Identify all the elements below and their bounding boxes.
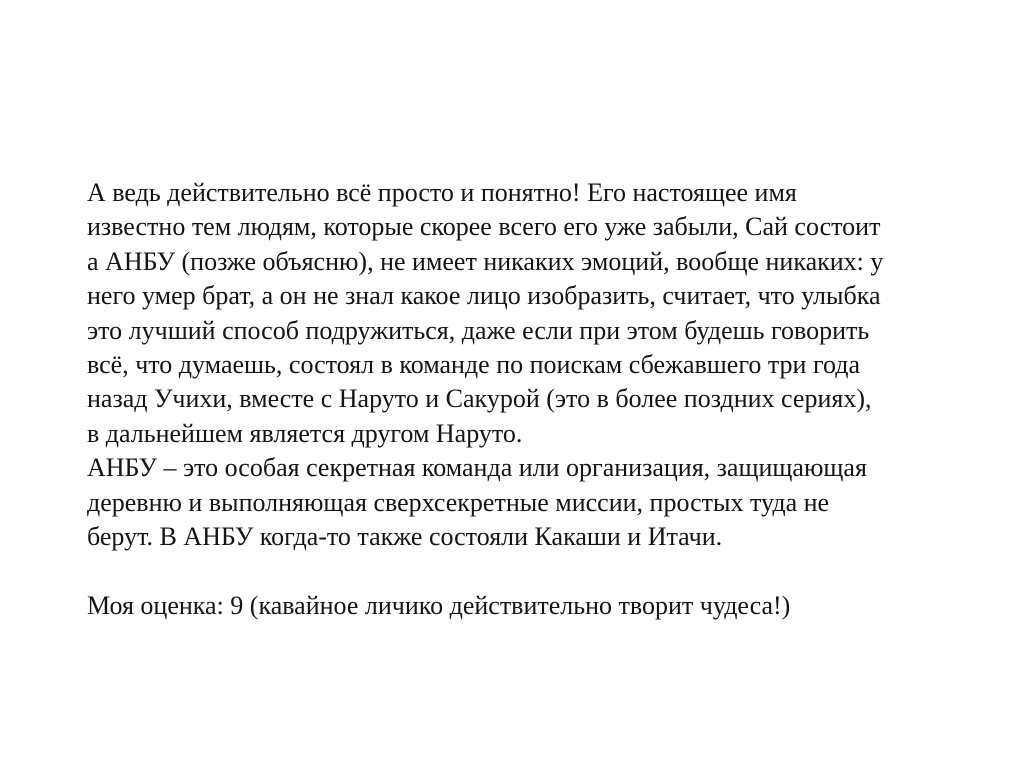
paragraph-spacer bbox=[87, 554, 987, 588]
paragraph-description bbox=[87, 176, 987, 451]
text-line: деревню и выполняющая сверхсекретные миссии, простых туда не bbox=[87, 487, 830, 517]
text-line: него умер брат, а он не знал какое лицо изобразить, считает, что улыбка bbox=[87, 281, 881, 311]
text-line: а АНБУ (позже объясню), не имеет никаких эмоций, вообще никаких: у bbox=[87, 246, 884, 276]
rating-line: Моя оценка: 9 (кавайное личико действительно творит чудеса!) bbox=[87, 590, 791, 620]
paragraph-anbu-definition bbox=[87, 451, 987, 554]
text-line: берут. В АНБУ когда-то также состояли Какаши и Итачи. bbox=[87, 522, 723, 552]
slide-text-body bbox=[87, 176, 987, 623]
text-line: А ведь действительно всё просто и понятно! Его настоящее имя bbox=[87, 178, 797, 207]
text-line: всё, что думаешь, состоял в команде по поискам сбежавшего три года bbox=[87, 350, 860, 380]
text-line: в дальнейшем является другом Наруто. bbox=[87, 418, 523, 448]
text-line: назад Учихи, вместе с Наруто и Сакурой (это в более поздних сериях), bbox=[87, 384, 872, 414]
text-line: это лучший способ подружиться, даже если при этом будешь говорить bbox=[87, 315, 870, 345]
text-line: АНБУ – это особая секретная команда или организация, защищающая bbox=[87, 453, 867, 483]
text-line: известно тем людям, которые скорее всего его уже забыли, Сай состоит bbox=[87, 212, 881, 242]
